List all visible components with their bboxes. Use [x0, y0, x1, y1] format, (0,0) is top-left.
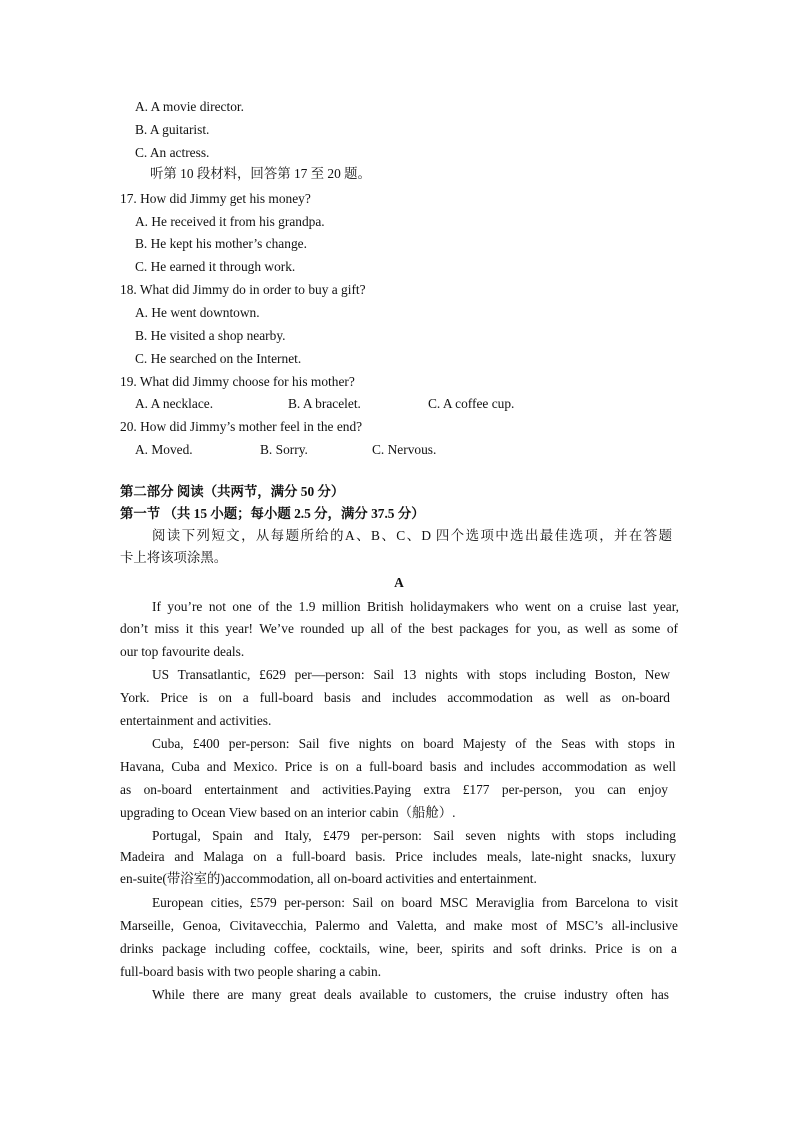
q20-option-a: A. Moved.: [135, 442, 193, 457]
instruction-material-10: 听第 10 段材料，回答第 17 至 20 题。: [150, 166, 371, 181]
q16-option-a: A. A movie director.: [135, 99, 244, 114]
q19-option-b: B. A bracelet.: [288, 396, 361, 411]
p1-line-2: don’t miss it this year! We’ve rounded up all of the best packages for you, as well as some of: [120, 621, 678, 636]
p3-line-3: as on-board entertainment and activities.Paying extra £177 per-person, you can enjoy: [120, 782, 668, 797]
p3-line-2: Havana, Cuba and Mexico. Price is on a full-board basis and includes accommodation as well: [120, 759, 676, 774]
q17-option-c: C. He earned it through work.: [135, 259, 296, 274]
part-two-title: 第二部分 阅读（共两节，满分 50 分）: [120, 484, 345, 499]
q20-option-b: B. Sorry.: [260, 442, 308, 457]
p1-line-1: If you’re not one of the 1.9 million British holidaymakers who went on a cruise last year,: [152, 599, 679, 614]
q19-option-a: A. A necklace.: [135, 396, 214, 411]
p2-line-2: York. Price is on a full-board basis and includes accommodation as well as on-board: [120, 690, 670, 705]
p1-line-3: our top favourite deals.: [120, 644, 245, 659]
q17-option-a: A. He received it from his grandpa.: [135, 214, 325, 229]
p4-line-3: en-suite(带浴室的)accommodation, all on-board activities and entertainment.: [120, 871, 537, 886]
q16-option-b: B. A guitarist.: [135, 122, 210, 137]
p5-line-3: drinks package including coffee, cocktails, wine, beer, spirits and soft drinks. Price is on a: [120, 941, 677, 956]
q20-option-c: C. Nervous.: [372, 442, 437, 457]
question-17: 17. How did Jimmy get his money?: [120, 191, 311, 206]
q18-option-c: C. He searched on the Internet.: [135, 351, 302, 366]
p3-line-4: upgrading to Ocean View based on an interior cabin（船舱）.: [120, 805, 456, 820]
question-20: 20. How did Jimmy’s mother feel in the end?: [120, 419, 363, 434]
p3-line-1: Cuba, £400 per-person: Sail five nights on board Majesty of the Seas with stops in: [152, 736, 675, 751]
q17-option-b: B. He kept his mother’s change.: [135, 236, 307, 251]
p4-line-1: Portugal, Spain and Italy, £479 per-person: Sail seven nights with stops including: [152, 828, 676, 843]
p5-line-2: Marseille, Genoa, Civitavecchia, Palermo and Valetta, and make most of MSC’s all-inclusive: [120, 918, 678, 933]
p5-line-4: full-board basis with two people sharing a cabin.: [120, 964, 382, 979]
q19-option-c: C. A coffee cup.: [428, 396, 515, 411]
q18-option-b: B. He visited a shop nearby.: [135, 328, 286, 343]
p2-line-1: US Transatlantic, £629 per—person: Sail 13 nights with stops including Boston, New: [152, 667, 670, 682]
q18-option-a: A. He went downtown.: [135, 305, 260, 320]
reading-instruction-line1: 阅读下列短文，从每题所给的A、B、C、D 四个选项中选出最佳选项，并在答题: [152, 528, 672, 543]
q16-option-c: C. An actress.: [135, 145, 210, 160]
p2-line-3: entertainment and activities.: [120, 713, 272, 728]
p5-line-1: European cities, £579 per-person: Sail on board MSC Meraviglia from Barcelona to visit: [152, 895, 678, 910]
question-18: 18. What did Jimmy do in order to buy a gift?: [120, 282, 366, 297]
passage-label: A: [394, 575, 404, 590]
reading-instruction-line2: 卡上将该项涂黑。: [120, 550, 228, 565]
section-one-title: 第一节 （共 15 小题；每小题 2.5 分，满分 37.5 分）: [120, 506, 425, 521]
question-19: 19. What did Jimmy choose for his mother?: [120, 374, 355, 389]
p6-line-1: While there are many great deals available to customers, the cruise industry often has: [152, 987, 669, 1002]
p4-line-2: Madeira and Malaga on a full-board basis. Price includes meals, late-night snacks, luxury: [120, 849, 676, 864]
